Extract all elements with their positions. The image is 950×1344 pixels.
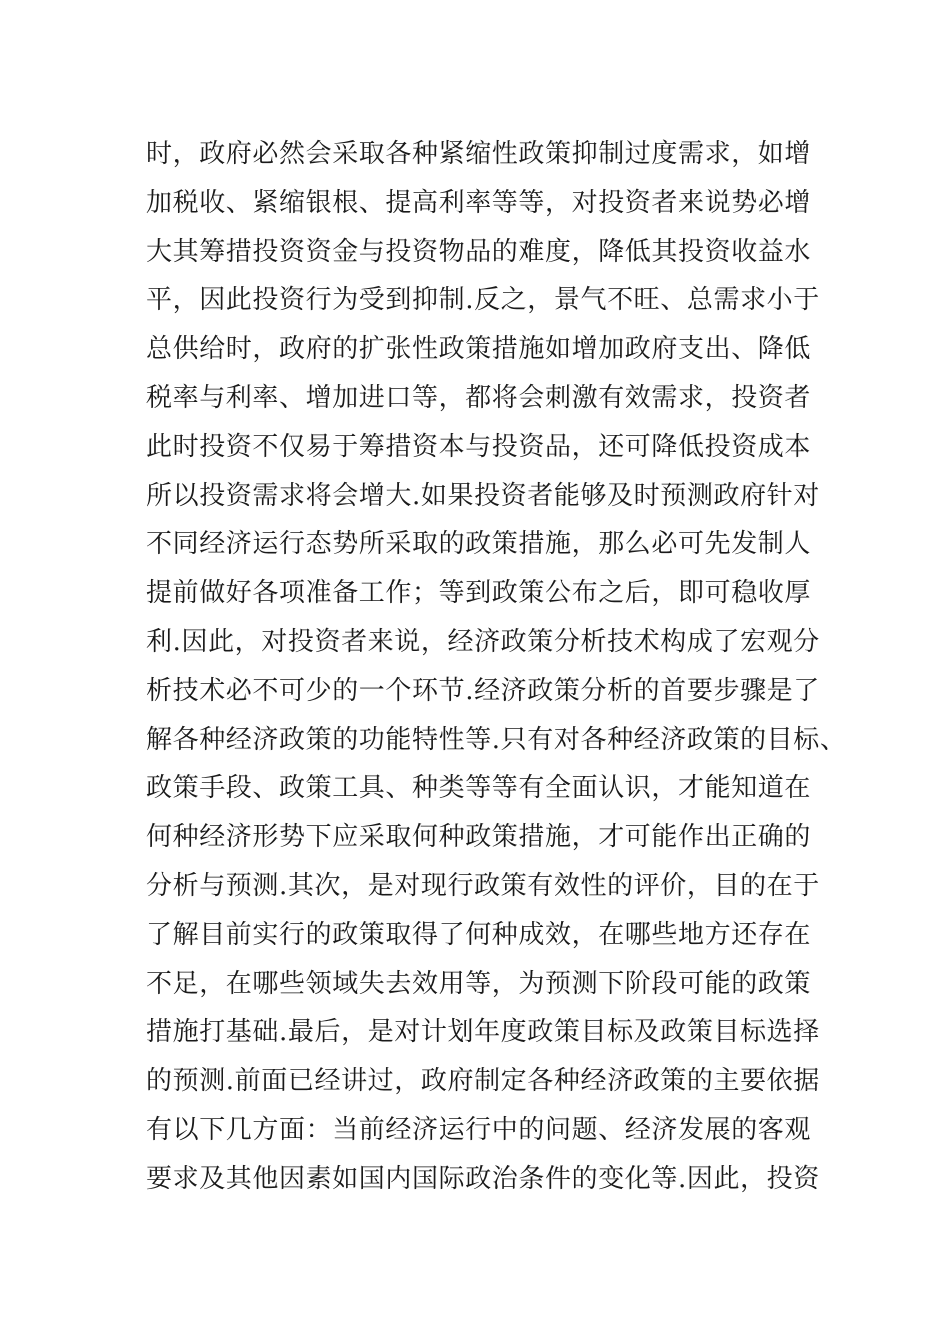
text-line-10: 提前做好各项准备工作；等到政策公布之后，即可稳收厚 [146, 578, 812, 609]
text-line-4: 平，因此投资行为受到抑制.反之，景气不旺、总需求小于 [146, 285, 820, 316]
text-line-8: 所以投资需求将会增大.如果投资者能够及时预测政府针对 [146, 480, 820, 511]
text-line-5: 总供给时，政府的扩张性政策措施如增加政府支出、降低 [146, 334, 812, 365]
text-line-19: 措施打基础.最后，是对计划年度政策目标及政策目标选择 [146, 1017, 820, 1048]
text-line-7: 此时投资不仅易于筹措资本与投资品，还可降低投资成本 [146, 431, 812, 462]
text-line-14: 政策手段、政策工具、种类等等有全面认识，才能知道在 [146, 773, 812, 804]
text-line-16: 分析与预测.其次，是对现行政策有效性的评价，目的在于 [146, 870, 820, 901]
text-line-2: 加税收、紧缩银根、提高利率等等，对投资者来说势必增 [146, 187, 812, 218]
text-line-1: 时，政府必然会采取各种紧缩性政策抑制过度需求，如增 [146, 139, 812, 169]
text-line-13: 解各种经济政策的功能特性等.只有对各种经济政策的目标、 [146, 724, 847, 755]
text-line-17: 了解目前实行的政策取得了何种成效，在哪些地方还存在 [146, 919, 812, 950]
body-text [146, 134, 847, 1208]
text-line-15: 何种经济形势下应采取何种政策措施，才可能作出正确的 [146, 822, 812, 853]
text-line-18: 不足，在哪些领域失去效用等，为预测下阶段可能的政策 [146, 968, 812, 999]
text-line-21: 有以下几方面：当前经济运行中的问题、经济发展的客观 [146, 1114, 812, 1145]
text-line-20: 的预测.前面已经讲过，政府制定各种经济政策的主要依据 [146, 1066, 820, 1097]
text-line-3: 大其筹措投资资金与投资物品的难度，降低其投资收益水 [146, 236, 812, 267]
text-line-9: 不同经济运行态势所采取的政策措施，那么必可先发制人 [146, 529, 812, 560]
text-line-12: 析技术必不可少的一个环节.经济政策分析的首要步骤是了 [146, 675, 820, 706]
text-line-11: 利.因此，对投资者来说，经济政策分析技术构成了宏观分 [146, 626, 820, 657]
text-line-6: 税率与利率、增加进口等，都将会刺激有效需求，投资者 [146, 382, 812, 413]
text-line-22: 要求及其他因素如国内国际政治条件的变化等.因此，投资 [146, 1163, 820, 1194]
